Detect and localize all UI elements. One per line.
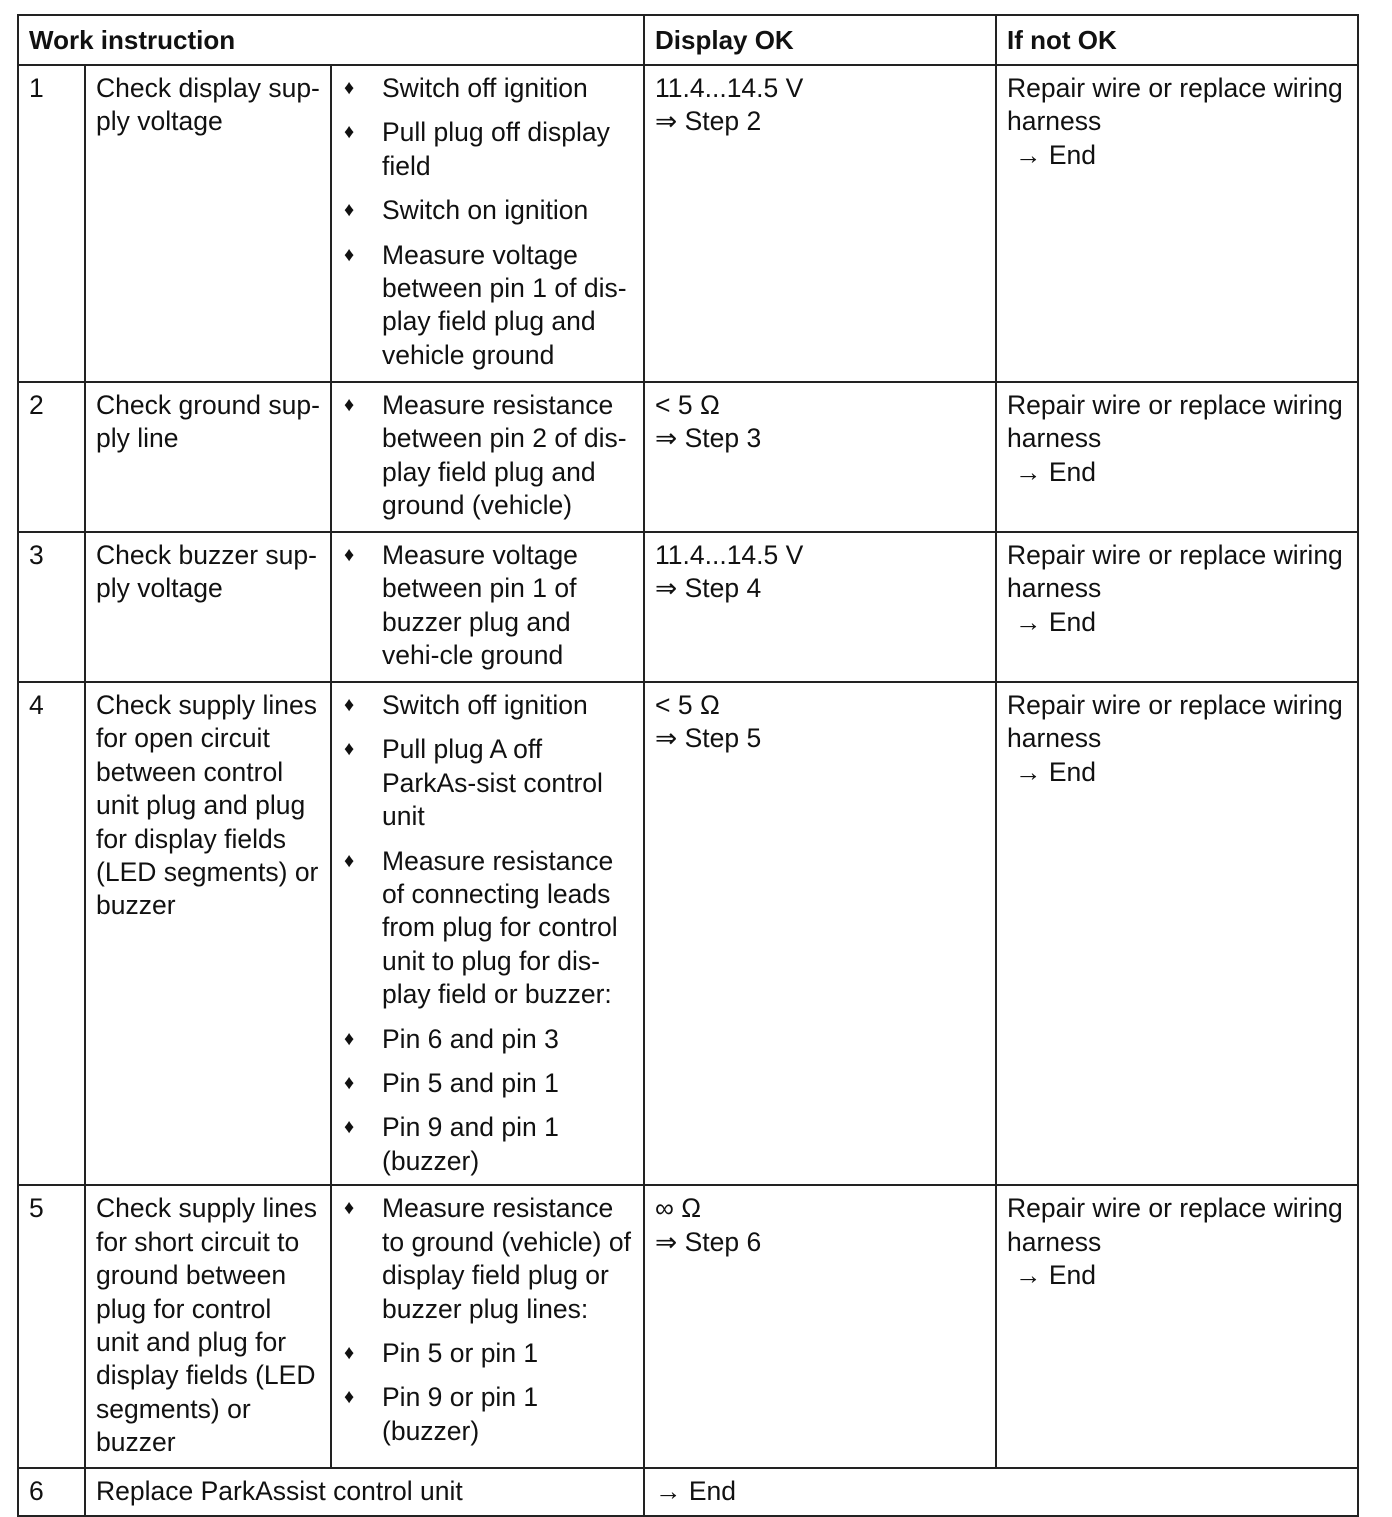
display-ok-cell — [644, 532, 996, 682]
check-description: Check display sup-ply voltage — [85, 65, 331, 382]
if-not-ok-cell — [996, 532, 1358, 682]
corrective-action: Repair wire or replace wiring harness — [1007, 73, 1343, 137]
next-step: ⇒ Step 2 — [655, 106, 762, 137]
list-item — [342, 1111, 633, 1178]
procedure-cell — [331, 65, 644, 382]
expected-value: < 5 Ω — [655, 390, 720, 420]
next-step: ⇒ Step 4 — [655, 573, 762, 604]
procedure-step: Measure resistance between pin 2 of dis-play field plug and ground (vehicle) — [382, 390, 627, 521]
procedure-step: Switch on ignition — [382, 195, 589, 226]
expected-value: 11.4...14.5 V — [655, 73, 804, 103]
step-number: 3 — [18, 532, 85, 682]
step-number: 4 — [18, 682, 85, 1185]
step-number: 2 — [18, 382, 85, 532]
procedure-step: Pull plug A off ParkAs-sist control unit — [382, 734, 603, 832]
end-marker: → End — [1015, 756, 1097, 787]
if-not-ok-cell — [996, 382, 1358, 532]
procedure-cell — [331, 382, 644, 532]
final-result: → End — [644, 1468, 1358, 1515]
list-item — [342, 194, 633, 227]
procedure-step: Measure resistance to ground (vehicle) of display field plug or buzzer plug lines: — [382, 1193, 631, 1324]
check-description: Check supply lines for open circuit between control unit plug and plug for display fields (LED segments) or buzzer — [85, 682, 331, 1185]
header-display-ok: Display OK — [644, 15, 996, 65]
corrective-action: Repair wire or replace wiring harness — [1007, 390, 1343, 454]
procedure-step: Pin 9 or pin 1 (buzzer) — [382, 1382, 539, 1446]
diamond-bullet-icon: ♦ — [344, 394, 355, 416]
list-item — [342, 1381, 633, 1448]
corrective-action: Repair wire or replace wiring harness — [1007, 690, 1343, 754]
corrective-action: Repair wire or replace wiring harness — [1007, 540, 1343, 604]
diamond-bullet-icon: ♦ — [344, 1027, 355, 1050]
display-ok-cell — [644, 1185, 996, 1468]
diamond-bullet-icon: ♦ — [344, 1072, 355, 1095]
diamond-bullet-icon: ♦ — [344, 199, 355, 222]
list-item — [342, 389, 633, 523]
diamond-bullet-icon: ♦ — [344, 738, 355, 761]
procedure-step: Switch off ignition — [382, 690, 588, 720]
display-ok-cell — [644, 382, 996, 532]
procedure-step: Measure voltage between pin 1 of buzzer plug and vehi-cle ground — [382, 540, 578, 671]
diamond-bullet-icon: ♦ — [344, 243, 355, 266]
procedure-step: Pin 5 or pin 1 — [382, 1337, 539, 1368]
step-number: 1 — [18, 65, 85, 382]
step-number: 6 — [18, 1468, 85, 1515]
procedure-step: Measure resistance of connecting leads from plug for control unit to plug for dis-play field or buzzer: — [382, 845, 618, 1010]
procedure-cell — [331, 1185, 644, 1468]
check-description: Check buzzer sup-ply voltage — [85, 532, 331, 682]
header-row — [18, 15, 1358, 65]
expected-value: < 5 Ω — [655, 690, 720, 720]
diamond-bullet-icon: ♦ — [344, 849, 355, 872]
procedure-cell — [331, 532, 644, 682]
final-instruction: Replace ParkAssist control unit — [85, 1468, 644, 1515]
if-not-ok-cell — [996, 1185, 1358, 1468]
procedure-step: Pin 9 and pin 1 (buzzer) — [382, 1112, 559, 1176]
diamond-bullet-icon: ♦ — [344, 1116, 355, 1139]
header-if-not-ok: If not OK — [996, 15, 1358, 65]
diamond-bullet-icon: ♦ — [344, 1197, 355, 1220]
procedure-step: Measure voltage between pin 1 of dis-play field plug and vehicle ground — [382, 239, 627, 370]
procedure-step: Switch off ignition — [382, 73, 588, 103]
work-instruction-table — [17, 14, 1359, 1517]
list-item — [342, 239, 633, 373]
expected-value: ∞ Ω — [655, 1193, 702, 1224]
end-marker: → End — [1015, 606, 1097, 637]
list-item — [342, 116, 633, 183]
next-step: ⇒ Step 6 — [655, 1226, 762, 1257]
next-step: ⇒ Step 5 — [655, 723, 762, 754]
procedure-step: Pin 6 and pin 3 — [382, 1023, 559, 1054]
corrective-action: Repair wire or replace wiring harness — [1007, 1193, 1343, 1257]
display-ok-cell — [644, 65, 996, 382]
table-row — [18, 65, 1358, 382]
header-work-instruction: Work instruction — [18, 15, 644, 65]
check-description: Check ground sup-ply line — [85, 382, 331, 532]
procedure-cell — [331, 682, 644, 1185]
end-marker: → End — [1015, 139, 1097, 170]
if-not-ok-cell — [996, 65, 1358, 382]
table-row — [18, 382, 1358, 532]
if-not-ok-cell — [996, 682, 1358, 1185]
display-ok-cell — [644, 682, 996, 1185]
expected-value: 11.4...14.5 V — [655, 540, 804, 570]
diamond-bullet-icon: ♦ — [344, 1341, 355, 1364]
list-item — [342, 1337, 633, 1370]
list-item — [342, 539, 633, 673]
end-marker: → End — [1015, 456, 1097, 487]
diamond-bullet-icon: ♦ — [344, 1386, 355, 1409]
diamond-bullet-icon: ♦ — [344, 121, 355, 144]
procedure-step: Pin 5 and pin 1 — [382, 1068, 559, 1099]
diamond-bullet-icon: ♦ — [344, 544, 355, 566]
table-row — [18, 532, 1358, 682]
procedure-step: Pull plug off display field — [382, 117, 610, 181]
table-row — [18, 1185, 1358, 1468]
list-item — [342, 689, 633, 722]
end-marker: → End — [1015, 1260, 1097, 1291]
list-item — [342, 1192, 633, 1326]
diamond-bullet-icon: ♦ — [344, 694, 355, 716]
next-step: ⇒ Step 3 — [655, 423, 762, 454]
list-item — [342, 72, 633, 105]
diamond-bullet-icon: ♦ — [344, 77, 355, 99]
step-number: 5 — [18, 1185, 85, 1468]
table-row — [18, 682, 1358, 1185]
list-item — [342, 845, 633, 1012]
list-item — [342, 1023, 633, 1056]
list-item — [342, 1067, 633, 1100]
list-item — [342, 733, 633, 833]
table-row — [18, 1468, 1358, 1515]
check-description: Check supply lines for short circuit to ground between plug for control unit and plug for display fields (LED segments) or buzzer — [85, 1185, 331, 1468]
